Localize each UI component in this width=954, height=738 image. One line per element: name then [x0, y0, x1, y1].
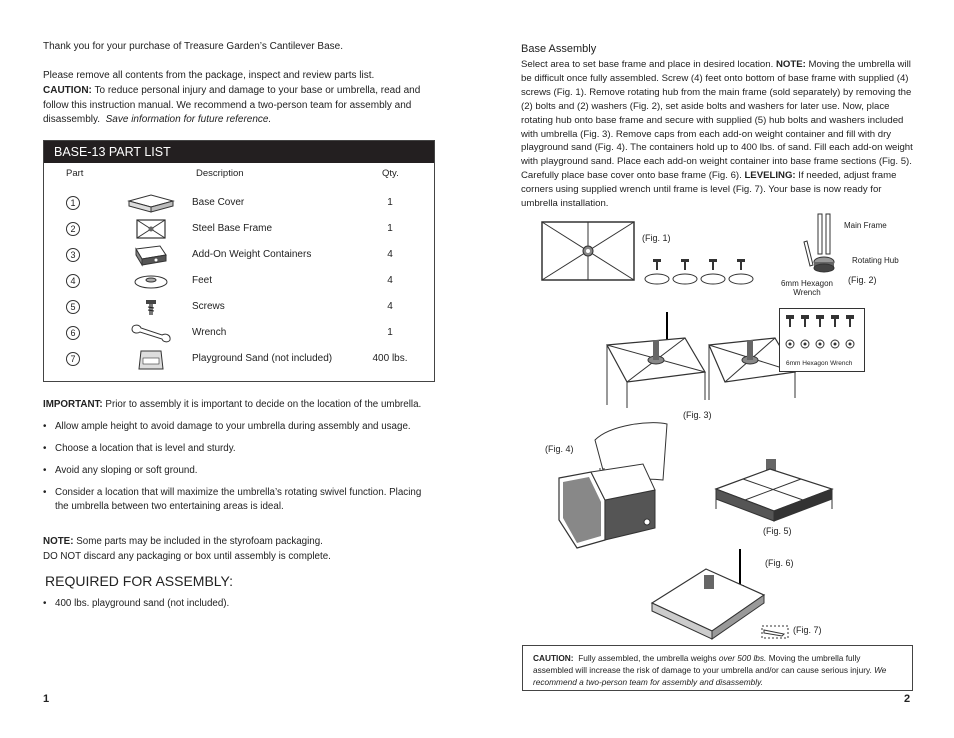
- part-description: Steel Base Frame: [192, 223, 273, 234]
- fig-7-label: (Fig. 7): [793, 625, 822, 635]
- part-row: [44, 269, 434, 295]
- caution-box-text-d: We recommend a two-person team for assembly and disassembly.: [533, 665, 887, 687]
- figure-2-rotating-hub-illustration: [800, 212, 850, 282]
- caution-paragraph: [43, 84, 435, 128]
- save-info-text: Save information for future reference.: [105, 114, 272, 125]
- base-cover-icon: [126, 191, 176, 215]
- note-text-2: DO NOT discard any packaging or box until assembly is complete.: [43, 550, 331, 562]
- assembly-heading: Base Assembly: [521, 43, 597, 55]
- fig-3-label: (Fig. 3): [683, 410, 712, 420]
- part-row: [44, 217, 434, 243]
- fig-3-inset-bolts: [779, 308, 865, 372]
- part-row: [44, 191, 434, 217]
- fig-4-label: (Fig. 4): [545, 444, 574, 454]
- part-description: Add-On Weight Containers: [192, 249, 312, 260]
- important-label: IMPORTANT:: [43, 399, 103, 410]
- important-paragraph: [43, 398, 435, 413]
- caution-box-text-a: Fully assembled, the umbrella weighs: [578, 653, 717, 663]
- foot-icon: [126, 269, 176, 293]
- figure-3-hub-on-frame-illustration: [605, 310, 800, 410]
- part-description: Base Cover: [192, 197, 245, 208]
- figure-1-base-frame-illustration: [538, 218, 638, 284]
- leveling-label: LEVELING:: [744, 170, 796, 182]
- bolts-and-washers-illustration: [780, 309, 864, 357]
- intro-text: Thank you for your purchase of Treasure Garden’s Cantilever Base.: [43, 41, 343, 52]
- caution-text: To reduce personal injury and damage to your base or umbrella, read and follow this instruction manual. We recommend a two-person team for assembly and disassembly.: [43, 85, 421, 125]
- part-description: Feet: [192, 275, 213, 286]
- remove-text: Please remove all contents from the package, inspect and review parts list.: [43, 70, 375, 81]
- col-header-description: Description: [196, 168, 244, 179]
- weight-container-icon: [126, 243, 176, 267]
- caution-box-label: CAUTION:: [533, 653, 574, 663]
- bullet-text: Allow ample height to avoid damage to your umbrella during assembly and usage.: [55, 421, 411, 432]
- assembly-text-2: Moving the umbrella will be difficult once fully assembled. Screw (4) feet onto bottom of base frame with supplied (4) screws (Fig. 1). Remove rotating hub from the main frame (sold separately) by removing the (2) bolts and (2) washers (Fig. 2), set aside bolts and washers for later use. Now, place rotating hub onto base frame and secure with supplied (5) hub bolts and washers included with umbrella (Fig. 3). Remove caps from each add-on weight container and fill with dry playground sand (Fig. 4). The containers hold up to 400 lbs. of sand. Fill each add-on weight with playground sand. Place each add-on weight container into base frame sections (Fig. 5). Carefully place base cover onto base frame (Fig. 6).: [521, 59, 913, 182]
- page-number-left: 1: [43, 693, 50, 705]
- wrench-icon: [126, 321, 176, 345]
- screw-icon: [126, 295, 176, 319]
- part-description: Playground Sand (not included): [192, 353, 333, 364]
- caution-label: CAUTION:: [43, 85, 92, 96]
- part-row: [44, 295, 434, 321]
- col-header-part: Part: [66, 168, 84, 179]
- figure-6-base-cover-illustration: [648, 545, 768, 645]
- part-number: 6: [66, 326, 80, 340]
- part-row: [44, 321, 434, 347]
- main-frame-label: Main Frame: [844, 221, 887, 230]
- steel-frame-icon: [126, 217, 176, 241]
- part-qty: 400 lbs.: [372, 353, 408, 364]
- assembly-instructions: [521, 58, 913, 211]
- fig-1-label: (Fig. 1): [642, 233, 671, 243]
- caution-box: [522, 645, 913, 691]
- note-text: Some parts may be included in the styrofoam packaging.: [76, 536, 323, 547]
- part-number: 4: [66, 274, 80, 288]
- note-paragraph: [43, 535, 435, 564]
- assembly-text-3: If needed, adjust frame corners using supplied wrench until frame is level (Fig. 7). Your base is now ready for umbrella installation.: [521, 170, 897, 210]
- col-header-qty: Qty.: [382, 168, 399, 179]
- part-row: [44, 347, 434, 373]
- rotating-hub-label: Rotating Hub: [852, 256, 899, 265]
- part-qty: 4: [387, 249, 393, 260]
- part-qty: 1: [387, 197, 393, 208]
- caution-box-weight: over 500 lbs.: [718, 653, 767, 663]
- bullet-text: Avoid any sloping or soft ground.: [55, 465, 198, 476]
- part-number: 5: [66, 300, 80, 314]
- fig-6-label: (Fig. 6): [765, 558, 794, 568]
- assembly-note-label: NOTE:: [775, 59, 806, 70]
- caution-box-text-c: Moving the umbrella fully assembled will increase the risk of damage to your umbrella and/or can cause serious injury.: [533, 653, 872, 675]
- important-text: Prior to assembly it is important to decide on the location of the umbrella.: [105, 399, 422, 410]
- part-row: [44, 243, 434, 269]
- hex-wrench-label-line-1: 6mm Hexagon: [780, 279, 834, 288]
- part-list-title: BASE-13 PART LIST: [44, 141, 434, 163]
- part-qty: 4: [387, 275, 393, 286]
- figure-4-fill-sand-illustration: [555, 420, 670, 550]
- figure-5-weights-in-frame-illustration: [712, 455, 837, 530]
- part-description: Screws: [192, 301, 225, 312]
- hex-wrench-label-line-2: Wrench: [793, 288, 821, 297]
- part-number: 7: [66, 352, 80, 366]
- figure-7-leveling-foot-illustration: [760, 624, 790, 640]
- part-number: 2: [66, 222, 80, 236]
- hex-wrench-small-label: 6mm Hexagon Wrench: [786, 360, 853, 367]
- bullet-text: Consider a location that will maximize the umbrella’s rotating swivel function. Placing the umbrella between two entertaining areas is ideal.: [55, 487, 422, 512]
- bullet-text: Choose a location that is level and sturdy.: [55, 443, 236, 454]
- part-qty: 1: [387, 223, 393, 234]
- page-number-right: 2: [904, 693, 911, 705]
- part-qty: 4: [387, 301, 393, 312]
- note-label: NOTE:: [43, 536, 74, 547]
- part-number: 1: [66, 196, 80, 210]
- fig-5-label: (Fig. 5): [763, 526, 792, 536]
- required-item-text: 400 lbs. playground sand (not included).: [55, 598, 230, 609]
- assembly-text-1: Select area to set base frame and place in desired location.: [521, 59, 774, 70]
- required-title: REQUIRED FOR ASSEMBLY:: [45, 573, 234, 589]
- part-qty: 1: [387, 327, 393, 338]
- figure-1-feet-and-screws-illustration: [643, 255, 758, 287]
- part-list-table: [43, 140, 435, 382]
- part-description: Wrench: [192, 327, 227, 338]
- fig-2-label: (Fig. 2): [848, 275, 877, 285]
- hex-wrench-label: [776, 279, 838, 297]
- part-number: 3: [66, 248, 80, 262]
- sand-bag-icon: [126, 347, 176, 371]
